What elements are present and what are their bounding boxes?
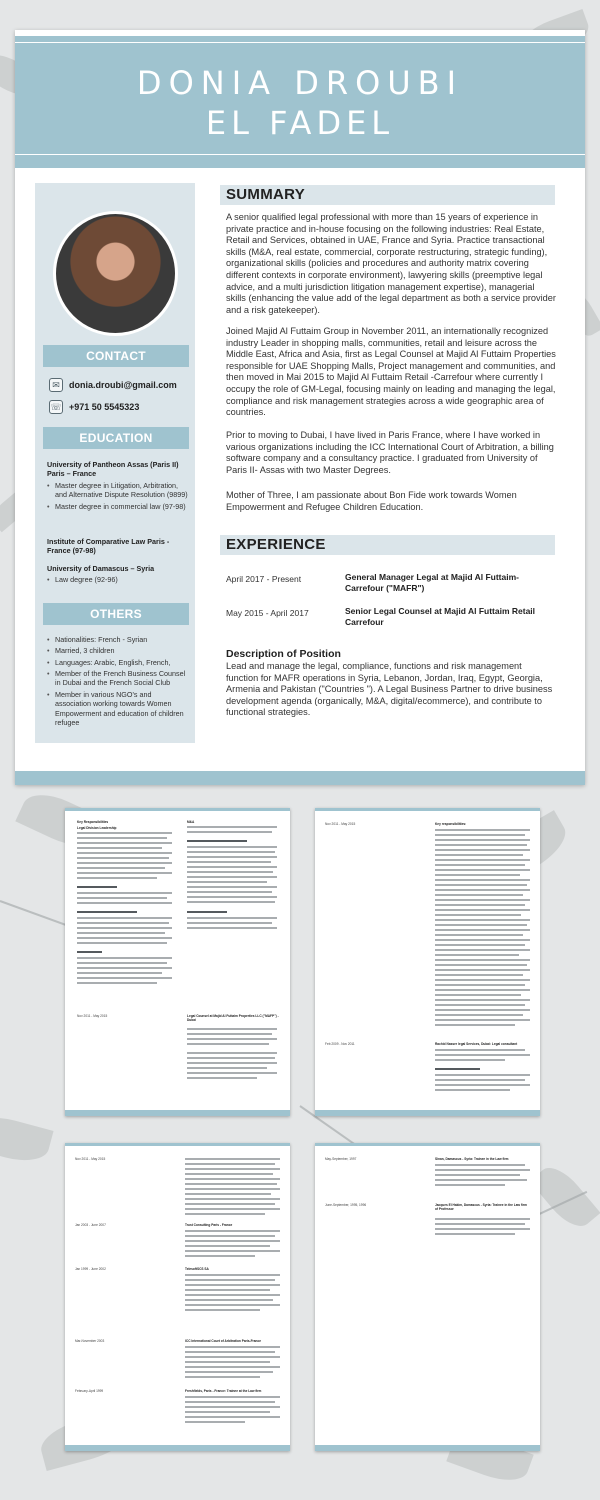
email-row[interactable] bbox=[49, 377, 177, 393]
education-list-1 bbox=[47, 481, 189, 513]
thumb-date-3: Jan 1999 - June 2002 bbox=[75, 1267, 106, 1271]
thumb-heading: Key responsibilities: bbox=[435, 822, 467, 826]
thumbnail-page-4 bbox=[65, 1143, 290, 1451]
footer-bar bbox=[15, 771, 585, 785]
resume-page bbox=[15, 30, 585, 785]
profile-photo bbox=[53, 211, 178, 336]
list-item: • Master degree in commercial law (97-98) bbox=[47, 502, 189, 511]
thumb-title: Legal Counsel at Majid Al Futtaim Properties LLC ("MAFP") - Dubai bbox=[187, 1014, 279, 1022]
education-institution-2: Institute of Comparative Law Paris - France (97-98) bbox=[47, 537, 170, 555]
thumb-top-bar bbox=[65, 808, 290, 811]
summary-paragraph-2: Joined Majid Al Futtaim Group in November 2011, an internationally recognized industry Leader in shopping malls, communities, retail and leisure across the Middle East, Africa and Asia, first as Legal Counsel at Majid Al Futtaim Properties responsible for UAE Shopping Malls, Project management and communities, and then moved in Mai 2015 to Majid Al Futtaim Retail -Carrefour where currently I occupy the role of GM-Legal, focusing mainly on leading and managing the legal, compliance and risk management strategies across a wide geographic area of countries. bbox=[226, 326, 556, 418]
education-institution-1: University of Pantheon Assas (Paris II) Paris – France bbox=[47, 460, 179, 478]
thumb-title-2: Jacques El Hakim, Damascus - Syria: Trainee in the Law firm of Professor bbox=[435, 1203, 527, 1211]
name-line-2: EL FADEL bbox=[205, 104, 395, 142]
experience-title-2: Senior Legal Counsel at Majid Al Futtaim Retail Carrefour bbox=[345, 606, 536, 628]
list-item: • Master degree in Litigation, Arbitration, and Alternative Dispute Resolution (9899) bbox=[47, 481, 189, 500]
email-text[interactable]: donia.droubi@gmail.com bbox=[69, 380, 177, 390]
thumb-date: Nov 2011 - May 2015 bbox=[325, 822, 356, 826]
thumb-title-3: TelesoftSCS SA bbox=[185, 1267, 209, 1271]
list-item: • Member of the French Business Counsel in Dubai and the French Social Club bbox=[47, 669, 189, 688]
list-item: • Law degree (92-96) bbox=[47, 575, 189, 584]
thumb-title-2: Trust Consulting Paris - France bbox=[185, 1223, 233, 1227]
thumb-title-1: Sinan, Damascus - Syria: Trainee in the Law firm bbox=[435, 1157, 509, 1161]
thumb-date-2: Jan 2003 - June 2007 bbox=[75, 1223, 106, 1227]
phone-row[interactable] bbox=[49, 399, 139, 415]
thumbnail-page-3 bbox=[315, 808, 540, 1116]
thumb-bottom-bar bbox=[65, 1110, 290, 1116]
thumb-date-2: June-September, 1995, 1996 bbox=[325, 1203, 367, 1207]
experience-title-1: General Manager Legal at Majid Al Futtaim-Carrefour ("MAFR") bbox=[345, 572, 519, 594]
thumbnail-page-5 bbox=[315, 1143, 540, 1451]
thumb-date-2: Feb 2009 - Nov 2011 bbox=[325, 1042, 355, 1046]
description-heading: Description of Position bbox=[226, 648, 341, 660]
education-heading: EDUCATION bbox=[43, 427, 189, 449]
summary-heading: SUMMARY bbox=[220, 185, 555, 205]
thumb-bottom-bar bbox=[315, 1110, 540, 1116]
experience-date-2: May 2015 - April 2017 bbox=[226, 608, 309, 618]
thumb-bottom-bar bbox=[315, 1445, 540, 1451]
summary-paragraph-4: Mother of Three, I am passionate about Bon Fide work towards Women Empowerment and Refugee Children Education. bbox=[226, 490, 517, 512]
header-rule-top bbox=[15, 42, 585, 43]
others-heading: OTHERS bbox=[43, 603, 189, 625]
list-item: • Member in various NGO's and association working towards Women Empowerment and education of children refugee bbox=[47, 690, 189, 727]
summary-paragraph-1: A senior qualified legal professional with more than 15 years of experience in private practice and in-house focusing on the following industries: Real Estate, Retail and Services, obtained in UAE, France and Syria. Practice transactional skills (M&A, real estate, commercial, corporate restructuring, strategic funding), organizational skills (policies and procedures and authority matrix covering different contexts in corporate environment), lawyering skills (preemptive legal advice, and a multi jurisdiction litigation management expertise), managerial skills (enhancing the value add of the legal department as both a service provider and a risk gatekeeper). bbox=[226, 212, 556, 315]
others-list bbox=[47, 635, 189, 729]
sidebar bbox=[35, 183, 195, 743]
thumb-date-4: Mar-November 2003 bbox=[75, 1339, 105, 1343]
phone-icon: ☏ bbox=[50, 402, 62, 412]
thumb-date-5: February-April 1999 bbox=[75, 1389, 104, 1393]
name-line-1: DONIA DROUBI bbox=[136, 64, 464, 102]
experience-date-1: April 2017 - Present bbox=[226, 574, 302, 584]
thumb-date-1: May-September, 1997 bbox=[325, 1157, 357, 1161]
phone-text[interactable]: +971 50 5545323 bbox=[69, 402, 140, 412]
thumb-heading-right: M&A bbox=[187, 820, 195, 824]
thumb-top-bar bbox=[315, 808, 540, 811]
thumb-top-bar bbox=[315, 1143, 540, 1146]
header-banner bbox=[15, 36, 585, 168]
contact-heading: CONTACT bbox=[43, 345, 189, 367]
email-icon: ✉ bbox=[49, 378, 63, 392]
thumb-title-4: ICC International Court of Arbitration Paris-France bbox=[185, 1339, 262, 1343]
thumb-title-5: Freshfields, Paris - France: Trainee at the Law firm bbox=[185, 1389, 262, 1393]
education-institution-3: University of Damascus – Syria bbox=[47, 564, 155, 573]
summary-paragraph-3: Prior to moving to Dubai, I have lived in Paris France, where I have worked in various organizations including the ICC International Court of Arbitration, a billing software company and a consultancy practice. I graduated from University of Paris II- Assas with two Master Degrees. bbox=[226, 430, 554, 475]
education-list-3 bbox=[47, 575, 189, 586]
thumbnail-page-2 bbox=[65, 808, 290, 1116]
thumb-subheading: Legal Division Leadership bbox=[77, 826, 117, 830]
list-item: • Languages: Arabic, English, French, bbox=[47, 658, 189, 667]
thumb-date-1: Nov 2011 - May 2015 bbox=[75, 1157, 106, 1161]
header-rule-bottom bbox=[15, 154, 585, 155]
experience-heading: EXPERIENCE bbox=[220, 535, 555, 555]
thumb-heading: Key Responsibilities bbox=[77, 820, 109, 824]
thumb-bottom-bar bbox=[65, 1445, 290, 1451]
list-item: • Nationalities: French - Syrian bbox=[47, 635, 189, 644]
thumb-title-2: Rachid Nasser legal Services, Dubai: Legal consultant bbox=[435, 1042, 518, 1046]
description-text: Lead and manage the legal, compliance, functions and risk management function for MAFR operations in Syria, Lebanon, Jordan, Iraq, Egypt, Georgia, Armenia and Pakistan ("Countries "). A Legal Business Partner to drive business development agenda (organically, M&A, digital/ecommerce), and contribute to functional strategies. bbox=[226, 661, 553, 718]
list-item: • Married, 3 children bbox=[47, 646, 189, 655]
thumb-top-bar bbox=[65, 1143, 290, 1146]
thumb-date: Nov 2011 - May 2015 bbox=[77, 1014, 108, 1018]
